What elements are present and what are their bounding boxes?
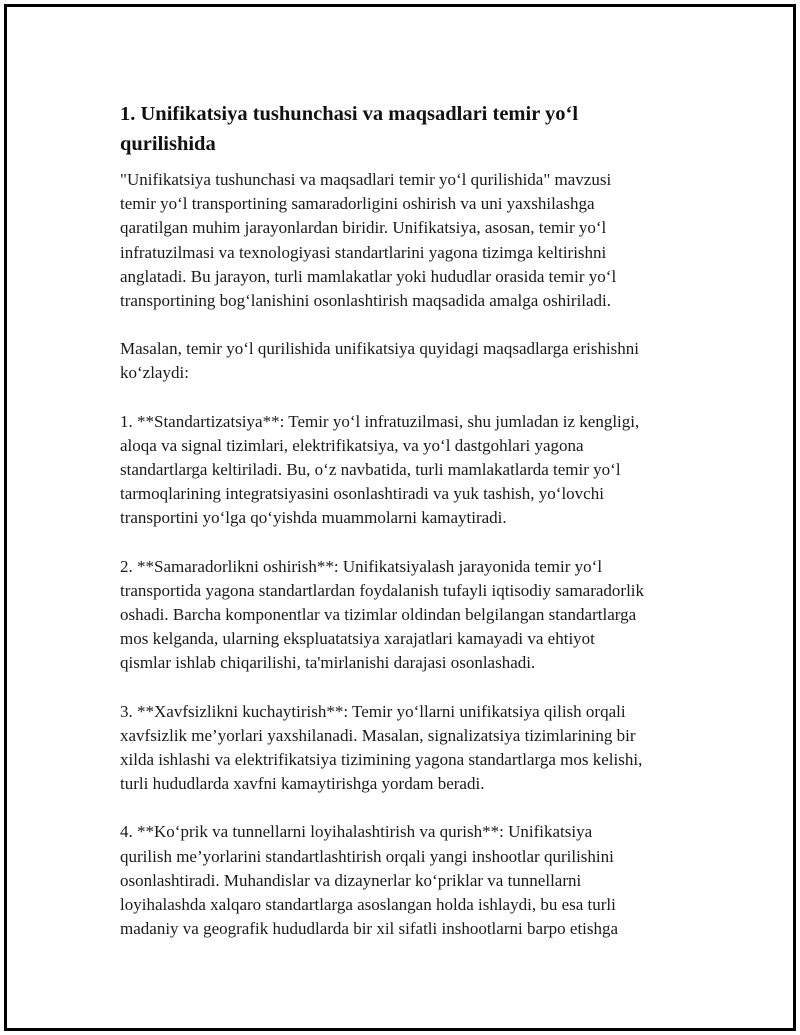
text-line: qurilish me’yorlarini standartlashtirish orqali yangi inshootlar qurilishini xyxy=(120,846,614,866)
paragraph-intro xyxy=(120,168,700,313)
text-line: oshadi. Barcha komponentlar va tizimlar oldindan belgilangan standartlarga xyxy=(120,605,637,625)
list-item-bridges-tunnels xyxy=(120,820,700,941)
text-line: xilda ishlashi va elektrifikatsiya tizimining yagona standartlarga mos kelishi, xyxy=(120,750,643,770)
text-line: 1. **Standartizatsiya**: Temir yo‘l infratuzilmasi, shu jumladan iz kengligi, xyxy=(120,411,640,431)
text-line: qismlar ishlab chiqarilishi, ta'mirlanishi darajasi osonlashadi. xyxy=(120,653,536,673)
text-line: 3. **Xavfsizlikni kuchaytirish**: Temir yo‘llarni unifikatsiya qilish orqali xyxy=(120,701,626,721)
text-line: mos kelganda, ularning ekspluatatsiya xarajatlari kamayadi va ehtiyot xyxy=(120,629,595,649)
text-line: transportini yo‘lga qo‘yishda muammolarni kamaytiradi. xyxy=(120,508,507,528)
text-line: anglatadi. Bu jarayon, turli mamlakatlar yoki hududlar orasida temir yo‘l xyxy=(120,266,617,286)
text-line: Masalan, temir yo‘l qurilishida unifikatsiya quyidagi maqsadlarga erishishni xyxy=(120,339,640,359)
text-line: temir yo‘l transportining samaradorligini oshirish va uni yaxshilashga xyxy=(120,194,595,214)
list-item-standardization xyxy=(120,410,700,531)
list-item-efficiency xyxy=(120,555,700,676)
text-line: infratuzilmasi va texnologiyasi standartlarini yagona tizimga keltirishni xyxy=(120,242,607,262)
paragraph-example xyxy=(120,337,700,385)
text-line: osonlashtiradi. Muhandislar va dizaynerlar ko‘priklar va tunnellarni xyxy=(120,870,582,890)
list-item-safety xyxy=(120,700,700,797)
section-heading xyxy=(120,99,700,159)
heading-line: 1. Unifikatsiya tushunchasi va maqsadlari temir yo‘l xyxy=(120,103,579,125)
text-line: transportida yagona standartlardan foydalanish tufayli iqtisodiy samaradorlik xyxy=(120,580,645,600)
text-line: 4. **Ko‘prik va tunnellarni loyihalashtirish va qurish**: Unifikatsiya xyxy=(120,822,593,842)
text-line: qaratilgan muhim jarayonlardan biridir. Unifikatsiya, asosan, temir yo‘l xyxy=(120,218,607,238)
text-line: standartlarga keltiriladi. Bu, o‘z navbatida, turli mamlakatlarda temir yo‘l xyxy=(120,460,621,480)
text-line: xavfsizlik me’yorlari yaxshilanadi. Masalan, signalizatsiya tizimlarining bir xyxy=(120,725,636,745)
text-line: aloqa va signal tizimlari, elektrifikatsiya, va yo‘l dastgohlari yagona xyxy=(120,435,584,455)
heading-line: qurilishida xyxy=(120,133,216,155)
document-body xyxy=(120,99,700,965)
text-line: transportining bog‘lanishini osonlashtirish maqsadida amalga oshiriladi. xyxy=(120,291,612,311)
document-page xyxy=(4,4,796,1031)
text-line: "Unifikatsiya tushunchasi va maqsadlari temir yo‘l qurilishida" mavzusi xyxy=(120,170,612,189)
text-line: tarmoqlarining integratsiyasini osonlashtiradi va yuk tashish, yo‘lovchi xyxy=(120,484,604,504)
text-line: turli hududlarda xavfni kamaytirishga yordam beradi. xyxy=(120,774,485,794)
text-line: madaniy va geografik hududlarda bir xil sifatli inshootlarni barpo etishga xyxy=(120,919,619,939)
text-line: loyihalashda xalqaro standartlarga asoslangan holda ishlaydi, bu esa turli xyxy=(120,895,616,915)
text-line: 2. **Samaradorlikni oshirish**: Unifikatsiyalash jarayonida temir yo‘l xyxy=(120,556,603,576)
text-line: ko‘zlaydi: xyxy=(120,363,189,383)
